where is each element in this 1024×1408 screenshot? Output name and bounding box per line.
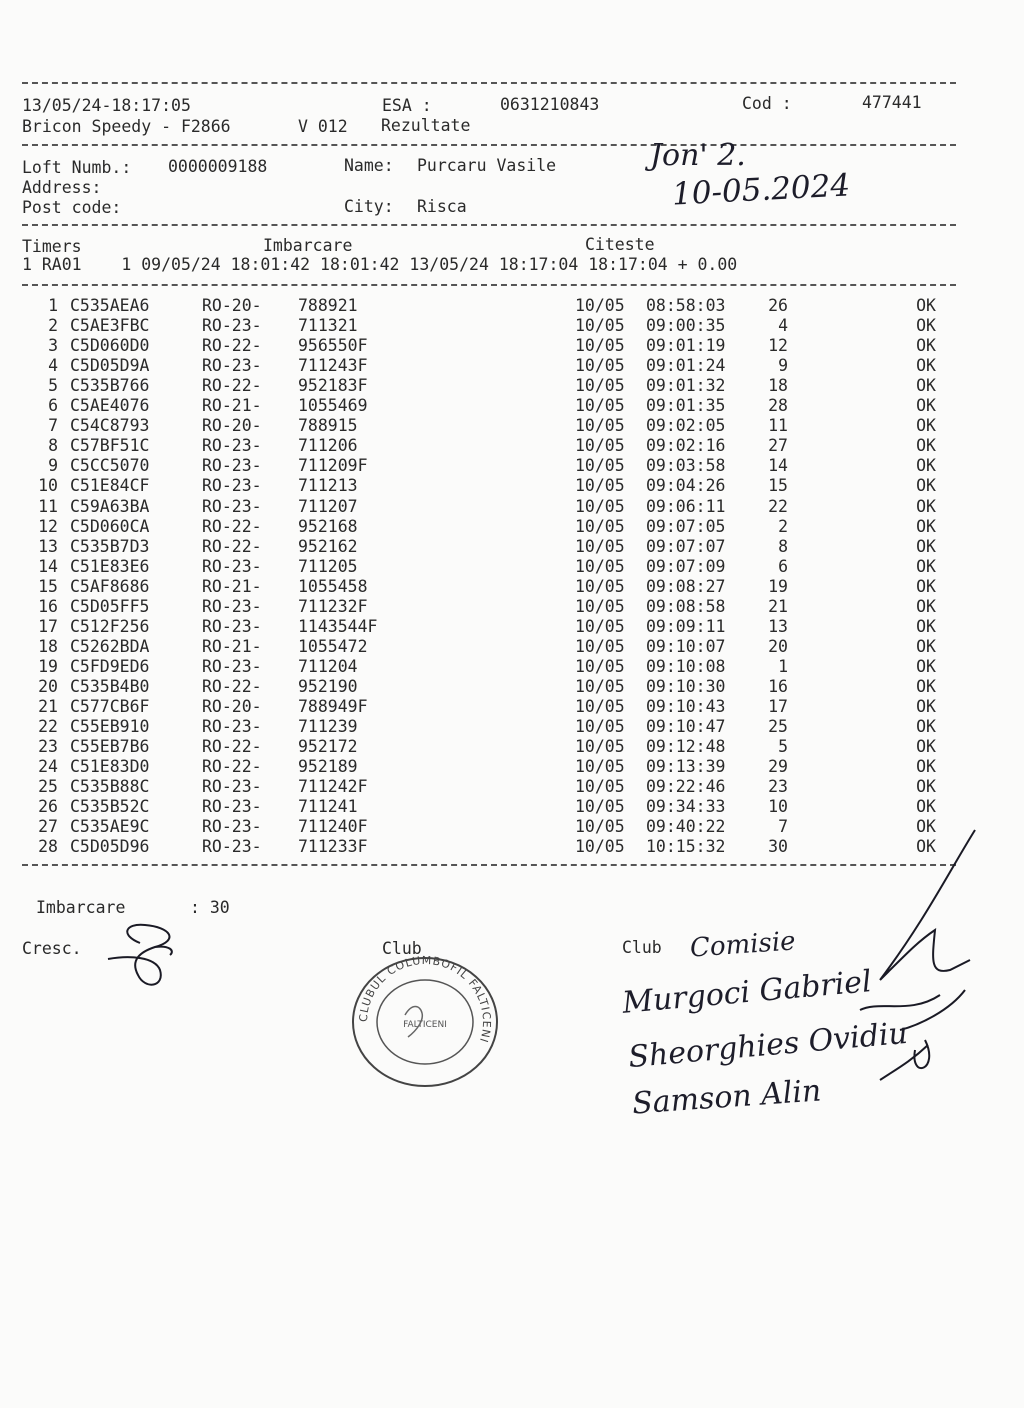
arrival-date: 10/05 [575, 616, 625, 636]
chip-id: C5AE3FBC [70, 316, 150, 336]
arrival-time: 09:07:05 [646, 516, 726, 536]
signature-comisie: Comisie [689, 926, 797, 964]
signature-samson: Samson Alin [631, 1073, 823, 1122]
ring-series: RO-23- [202, 556, 262, 576]
chip-id: C535B88C [70, 777, 150, 797]
row-number: 12 [38, 516, 58, 536]
cod-value: 477441 [862, 93, 922, 112]
row-number: 6 [48, 396, 58, 416]
ring-series: RO-22- [202, 757, 262, 777]
arrival-position: 15 [768, 476, 788, 496]
ring-number: 952183F [298, 376, 368, 396]
table-row [0, 356, 1024, 376]
device-version: V 012 [298, 117, 348, 136]
status: OK [916, 396, 936, 416]
row-number: 15 [38, 576, 58, 596]
cod-label: Cod : [742, 94, 792, 113]
arrival-position: 28 [768, 396, 788, 416]
ring-number: 788949F [298, 697, 368, 716]
arrival-time: 09:22:46 [646, 777, 726, 797]
citeste-header: Citeste [585, 235, 655, 254]
row-number: 4 [48, 356, 58, 376]
chip-id: C51E83D0 [70, 757, 150, 777]
signature-scribbles [840, 830, 980, 1100]
arrival-position: 16 [768, 676, 788, 696]
arrival-position: 25 [768, 717, 788, 737]
arrival-date: 10/05 [575, 797, 625, 817]
ring-number: 711205 [298, 556, 358, 576]
arrival-time: 09:09:11 [646, 616, 726, 636]
arrival-time: 09:02:16 [646, 436, 726, 456]
arrival-position: 14 [768, 456, 788, 476]
row-number: 19 [38, 656, 58, 676]
status: OK [916, 797, 936, 817]
arrival-date: 10/05 [575, 817, 625, 837]
arrival-time: 09:07:07 [646, 536, 726, 556]
ring-number: 952172 [298, 737, 358, 757]
status: OK [916, 556, 936, 576]
chip-id: C535AE9C [70, 817, 150, 837]
chip-id: C5FD9ED6 [70, 656, 150, 676]
arrival-date: 10/05 [575, 837, 625, 857]
ring-series: RO-23- [202, 616, 262, 636]
status: OK [916, 516, 936, 536]
chip-id: C5D060CA [70, 516, 150, 536]
ring-number: 711243F [298, 356, 368, 376]
divider-timers [22, 284, 956, 286]
chip-id: C577CB6F [70, 697, 150, 716]
arrival-time: 09:07:09 [646, 556, 726, 576]
arrival-date: 10/05 [575, 556, 625, 576]
status: OK [916, 316, 936, 336]
arrival-position: 21 [768, 596, 788, 616]
arrival-position: 6 [778, 556, 788, 576]
table-row [0, 376, 1024, 396]
city: Risca [417, 197, 467, 216]
ring-series: RO-22- [202, 536, 262, 556]
chip-id: C5D05D96 [70, 837, 150, 857]
status: OK [916, 476, 936, 496]
imbarcare-total-value: : 30 [190, 898, 230, 917]
table-row [0, 557, 1024, 577]
ring-number: 1055469 [298, 396, 368, 416]
ring-number: 711207 [298, 496, 358, 516]
arrival-position: 18 [768, 376, 788, 396]
ring-number: 952168 [298, 516, 358, 536]
table-row [0, 637, 1024, 657]
chip-id: C5CC5070 [70, 456, 150, 476]
stamp-ring-text: CLUBUL COLUMBOFIL FALTICENI [356, 953, 494, 1045]
row-number: 27 [38, 817, 58, 837]
arrival-date: 10/05 [575, 496, 625, 516]
arrival-date: 10/05 [575, 396, 625, 416]
row-number: 28 [38, 837, 58, 857]
table-row [0, 757, 1024, 777]
loft-number: 0000009188 [168, 157, 268, 176]
arrival-time: 09:40:22 [646, 817, 726, 837]
ring-number: 711242F [298, 777, 368, 797]
table-row [0, 657, 1024, 677]
ring-series: RO-23- [202, 596, 262, 616]
ring-number: 711240F [298, 817, 368, 837]
arrival-position: 30 [768, 837, 788, 857]
arrival-time: 09:13:39 [646, 757, 726, 777]
status: OK [916, 656, 936, 676]
divider-top [22, 82, 956, 84]
ring-number: 711209F [298, 456, 368, 476]
chip-id: C5262BDA [70, 636, 150, 656]
handwritten-race-date: 10-05.2024 [671, 167, 851, 213]
arrival-date: 10/05 [575, 456, 625, 476]
ring-series: RO-23- [202, 817, 262, 837]
table-row [0, 436, 1024, 456]
arrival-time: 09:01:35 [646, 396, 726, 416]
address-label: Address: [22, 178, 102, 197]
chip-id: C535B7D3 [70, 536, 150, 556]
stamp-inner-text: FALTICENI [403, 1020, 447, 1030]
chip-id: C5AF8686 [70, 576, 150, 596]
row-number: 18 [38, 636, 58, 656]
ring-series: RO-23- [202, 356, 262, 376]
table-row [0, 777, 1024, 797]
row-number: 16 [38, 596, 58, 616]
ring-number: 711206 [298, 436, 358, 456]
ring-series: RO-20- [202, 296, 262, 315]
status: OK [916, 717, 936, 737]
row-number: 7 [48, 416, 58, 436]
chip-id: C54C8793 [70, 416, 150, 436]
ring-number: 1143544F [298, 616, 378, 636]
row-number: 20 [38, 676, 58, 696]
table-row [0, 316, 1024, 336]
table-row [0, 517, 1024, 537]
chip-id: C51E84CF [70, 476, 150, 496]
chip-id: C512F256 [70, 616, 150, 636]
arrival-position: 1 [778, 656, 788, 676]
ring-number: 788915 [298, 416, 358, 436]
ring-series: RO-23- [202, 797, 262, 817]
chip-id: C535B4B0 [70, 676, 150, 696]
arrival-time: 10:15:32 [646, 837, 726, 857]
signature-gheorghies: Sheorghies Ovidiu [627, 1015, 910, 1076]
club-label-commission: Club [622, 938, 662, 957]
status: OK [916, 336, 936, 356]
ring-number: 788921 [298, 296, 358, 315]
chip-id: C59A63BA [70, 496, 150, 516]
imbarcare-header: Imbarcare [263, 236, 353, 255]
cresc-label: Cresc. [22, 939, 82, 958]
arrival-time: 09:12:48 [646, 737, 726, 757]
table-row [0, 797, 1024, 817]
table-row [0, 296, 1024, 316]
arrival-date: 10/05 [575, 336, 625, 356]
arrival-time: 09:10:43 [646, 697, 726, 716]
table-row [0, 416, 1024, 436]
ring-number: 711232F [298, 596, 368, 616]
arrival-time: 09:01:32 [646, 376, 726, 396]
ring-number: 711233F [298, 837, 368, 857]
ring-series: RO-22- [202, 676, 262, 696]
chip-id: C51E83E6 [70, 556, 150, 576]
arrival-time: 09:08:58 [646, 596, 726, 616]
ring-series: RO-23- [202, 456, 262, 476]
breeder-signature [100, 915, 190, 1000]
table-row [0, 577, 1024, 597]
row-number: 22 [38, 717, 58, 737]
status: OK [916, 636, 936, 656]
ring-series: RO-22- [202, 336, 262, 356]
arrival-time: 09:04:26 [646, 476, 726, 496]
arrival-position: 26 [768, 296, 788, 315]
city-label: City: [344, 197, 394, 216]
status: OK [916, 777, 936, 797]
row-number: 14 [38, 556, 58, 576]
fancier-name: Purcaru Vasile [417, 156, 557, 175]
row-number: 3 [48, 336, 58, 356]
table-row [0, 476, 1024, 496]
arrival-position: 5 [778, 737, 788, 757]
report-type: Rezultate [381, 116, 471, 135]
row-number: 10 [38, 476, 58, 496]
table-row [0, 456, 1024, 476]
ring-series: RO-23- [202, 476, 262, 496]
row-number: 9 [48, 456, 58, 476]
club-label-stamp: Club [382, 939, 422, 958]
ring-number: 711321 [298, 316, 358, 336]
status: OK [916, 737, 936, 757]
chip-id: C5D05D9A [70, 356, 150, 376]
esa-value: 0631210843 [500, 95, 600, 114]
ring-series: RO-23- [202, 656, 262, 676]
status: OK [916, 837, 936, 857]
arrival-time: 09:02:05 [646, 416, 726, 436]
ring-series: RO-22- [202, 376, 262, 396]
arrival-position: 29 [768, 757, 788, 777]
arrival-date: 10/05 [575, 296, 625, 315]
status: OK [916, 616, 936, 636]
status: OK [916, 356, 936, 376]
status: OK [916, 697, 936, 716]
divider-loft [22, 224, 956, 226]
loft-number-label: Loft Numb.: [22, 158, 132, 177]
arrival-date: 10/05 [575, 656, 625, 676]
row-number: 1 [48, 296, 58, 315]
arrival-time: 09:10:08 [646, 656, 726, 676]
status: OK [916, 596, 936, 616]
status: OK [916, 757, 936, 777]
ring-series: RO-23- [202, 316, 262, 336]
row-number: 17 [38, 616, 58, 636]
table-row [0, 336, 1024, 356]
arrival-position: 12 [768, 336, 788, 356]
arrival-position: 7 [778, 817, 788, 837]
arrival-date: 10/05 [575, 356, 625, 376]
ring-number: 711213 [298, 476, 358, 496]
fancier-name-label: Name: [344, 156, 394, 175]
table-row [0, 677, 1024, 697]
ring-number: 952162 [298, 536, 358, 556]
ring-number: 952190 [298, 676, 358, 696]
chip-id: C535B52C [70, 797, 150, 817]
arrival-date: 10/05 [575, 416, 625, 436]
print-datetime: 13/05/24-18:17:05 [22, 96, 191, 115]
arrival-position: 9 [778, 356, 788, 376]
status: OK [916, 496, 936, 516]
arrival-date: 10/05 [575, 576, 625, 596]
ring-number: 711239 [298, 717, 358, 737]
arrival-date: 10/05 [575, 316, 625, 336]
arrival-date: 10/05 [575, 476, 625, 496]
club-stamp [350, 955, 500, 1090]
row-number: 24 [38, 757, 58, 777]
arrival-position: 19 [768, 576, 788, 596]
ring-series: RO-20- [202, 416, 262, 436]
arrival-time: 09:10:30 [646, 676, 726, 696]
row-number: 21 [38, 697, 58, 716]
ring-number: 956550F [298, 336, 368, 356]
arrival-position: 2 [778, 516, 788, 536]
arrival-date: 10/05 [575, 777, 625, 797]
status: OK [916, 416, 936, 436]
esa-label: ESA : [382, 96, 432, 115]
table-row [0, 617, 1024, 637]
arrival-position: 10 [768, 797, 788, 817]
chip-id: C57BF51C [70, 436, 150, 456]
ring-series: RO-23- [202, 436, 262, 456]
arrival-position: 22 [768, 496, 788, 516]
ring-number: 711204 [298, 656, 358, 676]
chip-id: C55EB7B6 [70, 737, 150, 757]
arrival-position: 17 [768, 697, 788, 716]
arrival-date: 10/05 [575, 717, 625, 737]
status: OK [916, 536, 936, 556]
row-number: 26 [38, 797, 58, 817]
table-row [0, 537, 1024, 557]
row-number: 11 [38, 496, 58, 516]
chip-id: C535B766 [70, 376, 150, 396]
ring-series: RO-21- [202, 396, 262, 416]
imbarcare-total-label: Imbarcare [36, 898, 126, 917]
arrival-date: 10/05 [575, 596, 625, 616]
status: OK [916, 296, 936, 315]
ring-series: RO-23- [202, 717, 262, 737]
arrival-time: 09:01:24 [646, 356, 726, 376]
row-number: 13 [38, 536, 58, 556]
arrival-date: 10/05 [575, 436, 625, 456]
arrival-date: 10/05 [575, 757, 625, 777]
arrival-date: 10/05 [575, 536, 625, 556]
row-number: 2 [48, 316, 58, 336]
arrival-time: 09:34:33 [646, 797, 726, 817]
chip-id: C55EB910 [70, 717, 150, 737]
arrival-date: 10/05 [575, 376, 625, 396]
row-number: 23 [38, 737, 58, 757]
ring-series: RO-23- [202, 837, 262, 857]
ring-series: RO-22- [202, 737, 262, 757]
arrival-time: 09:01:19 [646, 336, 726, 356]
arrival-time: 09:10:07 [646, 636, 726, 656]
status: OK [916, 456, 936, 476]
ring-number: 1055458 [298, 576, 368, 596]
arrival-time: 09:08:27 [646, 576, 726, 596]
status: OK [916, 436, 936, 456]
table-row [0, 396, 1024, 416]
table-row [0, 697, 1024, 717]
divider-results [22, 864, 956, 866]
table-row [0, 597, 1024, 617]
chip-id: C535AEA6 [70, 296, 150, 315]
arrival-position: 8 [778, 536, 788, 556]
ring-series: RO-20- [202, 697, 262, 716]
status: OK [916, 376, 936, 396]
table-row [0, 737, 1024, 757]
ring-series: RO-21- [202, 576, 262, 596]
arrival-position: 27 [768, 436, 788, 456]
ring-number: 952189 [298, 757, 358, 777]
chip-id: C5D060D0 [70, 336, 150, 356]
arrival-time: 09:03:58 [646, 456, 726, 476]
signature-murgoci: Murgoci Gabriel [620, 964, 873, 1021]
chip-id: C5AE4076 [70, 396, 150, 416]
device-name: Bricon Speedy - F2866 [22, 117, 231, 136]
arrival-position: 13 [768, 616, 788, 636]
arrival-time: 08:58:03 [646, 296, 726, 315]
ring-number: 711241 [298, 797, 358, 817]
arrival-position: 23 [768, 777, 788, 797]
divider-header [22, 144, 956, 146]
row-number: 25 [38, 777, 58, 797]
status: OK [916, 817, 936, 837]
table-row [0, 717, 1024, 737]
arrival-position: 20 [768, 636, 788, 656]
arrival-position: 11 [768, 416, 788, 436]
arrival-position: 4 [778, 316, 788, 336]
arrival-date: 10/05 [575, 516, 625, 536]
arrival-time: 09:06:11 [646, 496, 726, 516]
ring-series: RO-22- [202, 516, 262, 536]
handwritten-race-note: Jon' 2. [650, 138, 746, 173]
timer-line: 1 RA01 1 09/05/24 18:01:42 18:01:42 13/05/24 18:17:04 18:17:04 + 0.00 [22, 255, 738, 274]
ring-series: RO-23- [202, 496, 262, 516]
row-number: 8 [48, 436, 58, 456]
arrival-date: 10/05 [575, 636, 625, 656]
status: OK [916, 576, 936, 596]
status: OK [916, 676, 936, 696]
arrival-date: 10/05 [575, 737, 625, 757]
postcode-label: Post code: [22, 198, 122, 217]
arrival-time: 09:10:47 [646, 717, 726, 737]
chip-id: C5D05FF5 [70, 596, 150, 616]
timers-title: Timers [22, 237, 82, 256]
table-row [0, 497, 1024, 517]
ring-number: 1055472 [298, 636, 368, 656]
ring-series: RO-21- [202, 636, 262, 656]
arrival-date: 10/05 [575, 697, 625, 716]
arrival-time: 09:00:35 [646, 316, 726, 336]
ring-series: RO-23- [202, 777, 262, 797]
row-number: 5 [48, 376, 58, 396]
arrival-date: 10/05 [575, 676, 625, 696]
